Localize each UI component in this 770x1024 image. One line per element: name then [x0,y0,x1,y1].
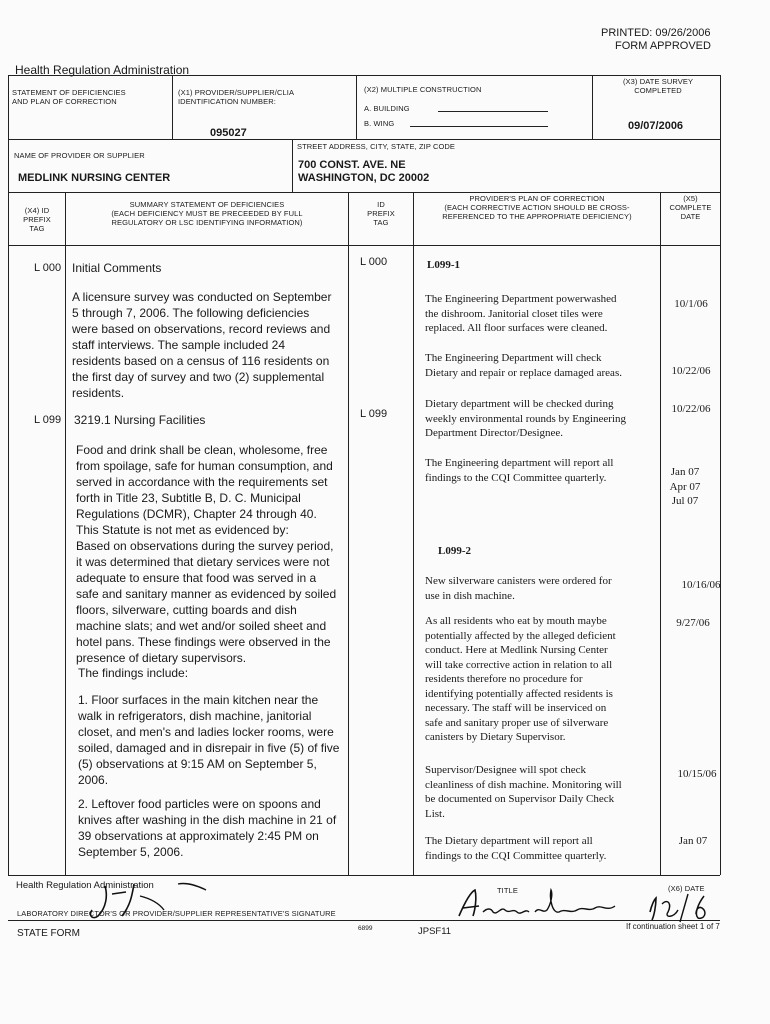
provider-name-label: NAME OF PROVIDER OR SUPPLIER [14,151,145,160]
title-label: TITLE [497,886,518,895]
finding-1: 1. Floor surfaces in the main kitchen near the walk in refrigerators, dish machine, janitorial closet, and men's and ladies locker rooms, were soiled, damaged and in disrepair in five (5) of five (5) observations at 9:15 AM on September 5, 2006. [78,693,340,787]
summary-column-header: SUMMARY STATEMENT OF DEFICIENCIES (EACH DEFICIENCY MUST BE PRECEEDED BY FULL REGULATORY OR LSC IDENTIFYING INFORMATION) [111,200,303,227]
plan-action-2: The Engineering Department will check Dietary and repair or replace damaged areas. [425,352,622,379]
x4-column-header: (X4) ID PREFIX TAG [23,206,51,233]
form-approved: FORM APPROVED [615,40,711,52]
plan-action-8: The Dietary department will report all findings to the CQI Committee quarterly. [425,835,607,862]
completion-date-4: Jan 07 Apr 07 Jul 07 [669,466,701,507]
continuation-sheet: If continuation sheet 1 of 7 [626,922,720,931]
left-tag-l000: L 000 [34,262,62,274]
mid-tag-l099: L 099 [360,408,388,420]
address-label: STREET ADDRESS, CITY, STATE, ZIP CODE [297,142,456,151]
completion-date-8: Jan 07 [678,835,708,847]
x2-wing-label: B. WING [364,119,395,128]
completion-date-7: 10/15/06 [677,768,717,780]
plan-action-3: Dietary department will be checked during weekly environmental rounds by Engineering Department Director/Designee. [425,398,627,439]
provider-address: 700 CONST. AVE. NE WASHINGTON, DC 20002 [298,159,430,184]
plan-section-l099-2: L099-2 [438,545,471,557]
completion-date-3: 10/22/06 [671,403,711,415]
provider-id-number: 095027 [210,127,247,139]
printed-date: PRINTED: 09/26/2006 [601,27,711,39]
plan-action-7: Supervisor/Designee will spot check cleanliness of dish machine. Monitoring will be documented on Supervisor Daily Check List. [425,764,622,820]
mid-tag-l000: L 000 [360,256,388,268]
plan-section-l099-1: L099-1 [427,259,460,271]
footer-agency: Health Regulation Administration [16,880,154,891]
x5-column-header: (X5) COMPLETE DATE [669,194,712,221]
plan-action-1: The Engineering Department powerwashed the dishroom. Janitorial closet tiles were replaced. All floor surfaces were cleaned. [425,293,617,334]
plan-action-6: As all residents who eat by mouth maybe potentially affected by the alleged deficient conduct. Here at Medlink Nursing Center will take corrective action in relation to all residents therefore no procedure for identifying potentially affected residents is necessary. The staff will be inserviced on safe and sanitary proper use of silverware canisters by Dietary Supervisor. [425,615,616,743]
plan-column-header: PROVIDER'S PLAN OF CORRECTION (EACH CORRECTIVE ACTION SHOULD BE CROSS- REFERENCED TO THE APPROPRIATE DEFICIENCY) [442,194,632,221]
provider-name: MEDLINK NURSING CENTER [18,172,171,184]
signature-label: LABORATORY DIRECTOR'S OR PROVIDER/SUPPLIER REPRESENTATIVE'S SIGNATURE [17,909,336,918]
agency-name: Health Regulation Administration [15,63,190,77]
plan-action-5: New silverware canisters were ordered for use in dish machine. [425,575,612,602]
completion-date-2: 10/22/06 [671,365,711,377]
finding-2: 2. Leftover food particles were on spoons and knives after washing in the dish machine in 21 of 39 observations at approximately 2:45 PM on September 5, 2006. [78,797,337,859]
findings-intro: The findings include: [78,666,189,680]
completion-date-5: 10/16/06 [681,579,721,591]
x2-building-label: A. BUILDING [364,104,410,113]
form-code: 6899 [358,925,373,932]
statement-label: STATEMENT OF DEFICIENCIES AND PLAN OF CORRECTION [12,88,126,106]
left-tag-l099: L 099 [34,414,62,426]
title-handwriting [455,886,625,922]
nursing-facilities-title: 3219.1 Nursing Facilities [74,413,206,427]
state-form-label: STATE FORM [17,928,80,939]
regulation-text: Food and drink shall be clean, wholesome, free from spoilage, safe for human consumption, and served in accordance with the requirements set forth in Title 23, Subtitle B, D. C. Municipal Regulations (DCMR), Chapter 24 through 40. This Statute is not met as evidenced by: Based on observations during the survey period, it was determined that dietary services were not adequate to ensure that food was served in a safe and sanitary manner as evidenced by soiled floors, silverware, cutting boards and dish machine slats; and wet and/or soiled sheet and hotel pans. These findings were observed in the presence of dietary supervisors. [76,443,337,665]
plan-action-4: The Engineering department will report all findings to the CQI Committee quarterly. [425,457,614,484]
signed-date-handwriting [644,890,724,924]
x6-date-label: (X6) DATE [668,884,705,893]
x2-label: (X2) MULTIPLE CONSTRUCTION [364,85,482,94]
form-id: JPSF11 [418,926,452,937]
completion-date-1: 10/1/06 [674,298,708,310]
director-signature [60,876,210,926]
x3-label: (X3) DATE SURVEY COMPLETED [622,77,694,95]
survey-completed-date: 09/07/2006 [628,120,684,132]
id-column-header: ID PREFIX TAG [367,200,395,227]
initial-comments-title: Initial Comments [72,261,162,275]
x1-label: (X1) PROVIDER/SUPPLIER/CLIA IDENTIFICATION NUMBER: [178,88,295,106]
survey-description: A licensure survey was conducted on September 5 through 7, 2006. The following deficiencies were based on observations, record reviews and staff interviews. The sample included 24 residents based on a census of 116 residents on the first day of survey and two (2) supplemental residents. [72,290,332,400]
completion-date-6: 9/27/06 [676,617,710,629]
